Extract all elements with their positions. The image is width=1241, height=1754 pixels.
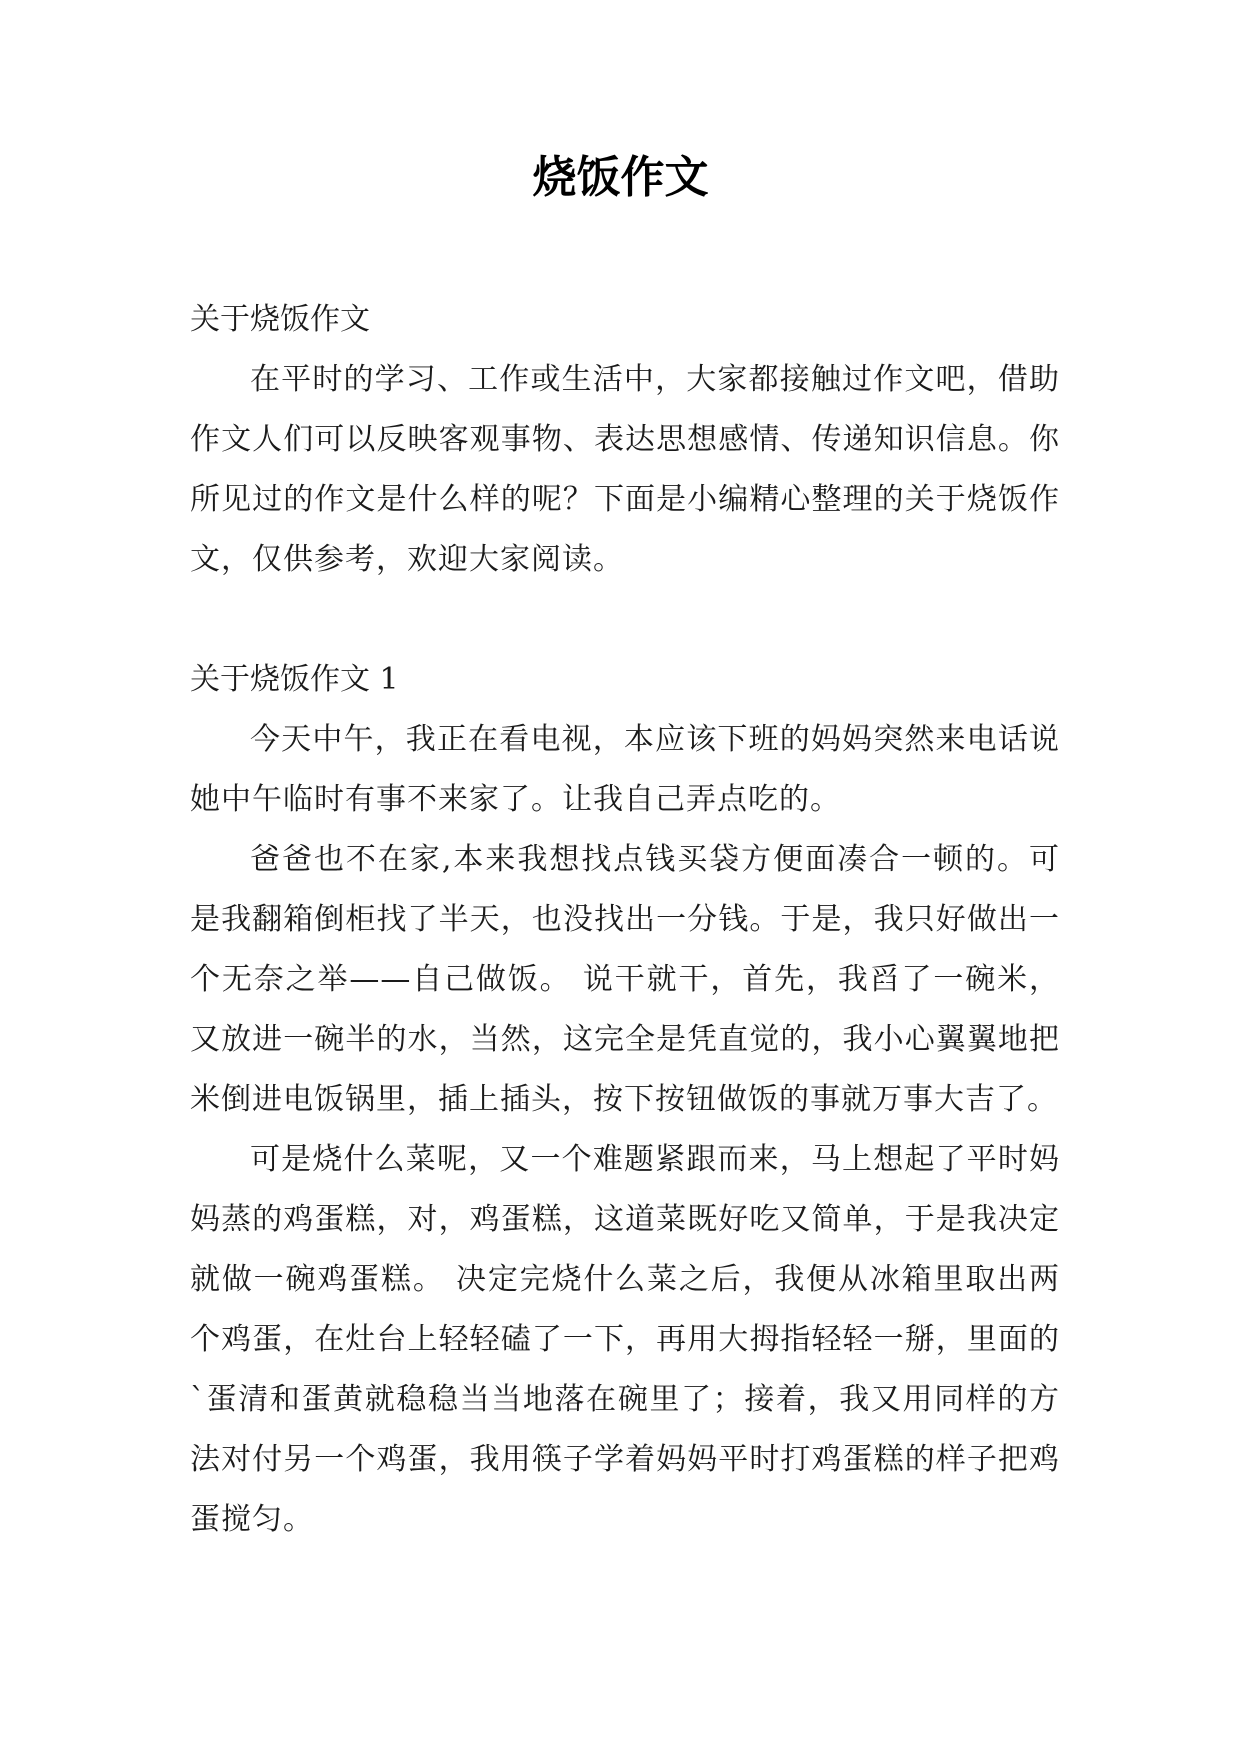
essay-1-heading: 关于烧饭作文 1 bbox=[190, 662, 399, 697]
essay-1-paragraph-1: 今天中午，我正在看电视，本应该下班的妈妈突然来电话说她中午临时有事不来家了。让我自己弄点吃的。 bbox=[190, 722, 1060, 817]
document-body bbox=[190, 290, 1060, 1550]
essay-1-paragraph-2: 爸爸也不在家,本来我想找点钱买袋方便面凑合一顿的。可是我翻箱倒柜找了半天，也没找出一分钱。于是，我只好做出一个无奈之举——自己做饭。 说干就干，首先，我舀了一碗米，又放进一碗半的水，当然，这完全是凭直觉的，我小心翼翼地把米倒进电饭锅里，插上插头，按下按钮做饭的事就万事大吉了。 bbox=[190, 842, 1060, 1117]
intro-heading: 关于烧饭作文 bbox=[190, 302, 370, 337]
document-title: 烧饭作文 bbox=[532, 152, 709, 203]
section-gap bbox=[190, 590, 1060, 650]
intro-paragraph: 在平时的学习、工作或生活中，大家都接触过作文吧，借助作文人们可以反映客观事物、表达思想感情、传递知识信息。你所见过的作文是什么样的呢？下面是小编精心整理的关于烧饭作文，仅供参考，欢迎大家阅读。 bbox=[190, 362, 1060, 577]
essay-1-paragraph-3: 可是烧什么菜呢，又一个难题紧跟而来，马上想起了平时妈妈蒸的鸡蛋糕，对，鸡蛋糕，这道菜既好吃又简单，于是我决定就做一碗鸡蛋糕。 决定完烧什么菜之后，我便从冰箱里取出两个鸡蛋，在灶台上轻轻磕了一下，再用大拇指轻轻一掰，里面的`蛋清和蛋黄就稳稳当当地落在碗里了；接着，我又用同样的方法对付另一个鸡蛋，我用筷子学着妈妈平时打鸡蛋糕的样子把鸡蛋搅匀。 bbox=[190, 1142, 1060, 1537]
